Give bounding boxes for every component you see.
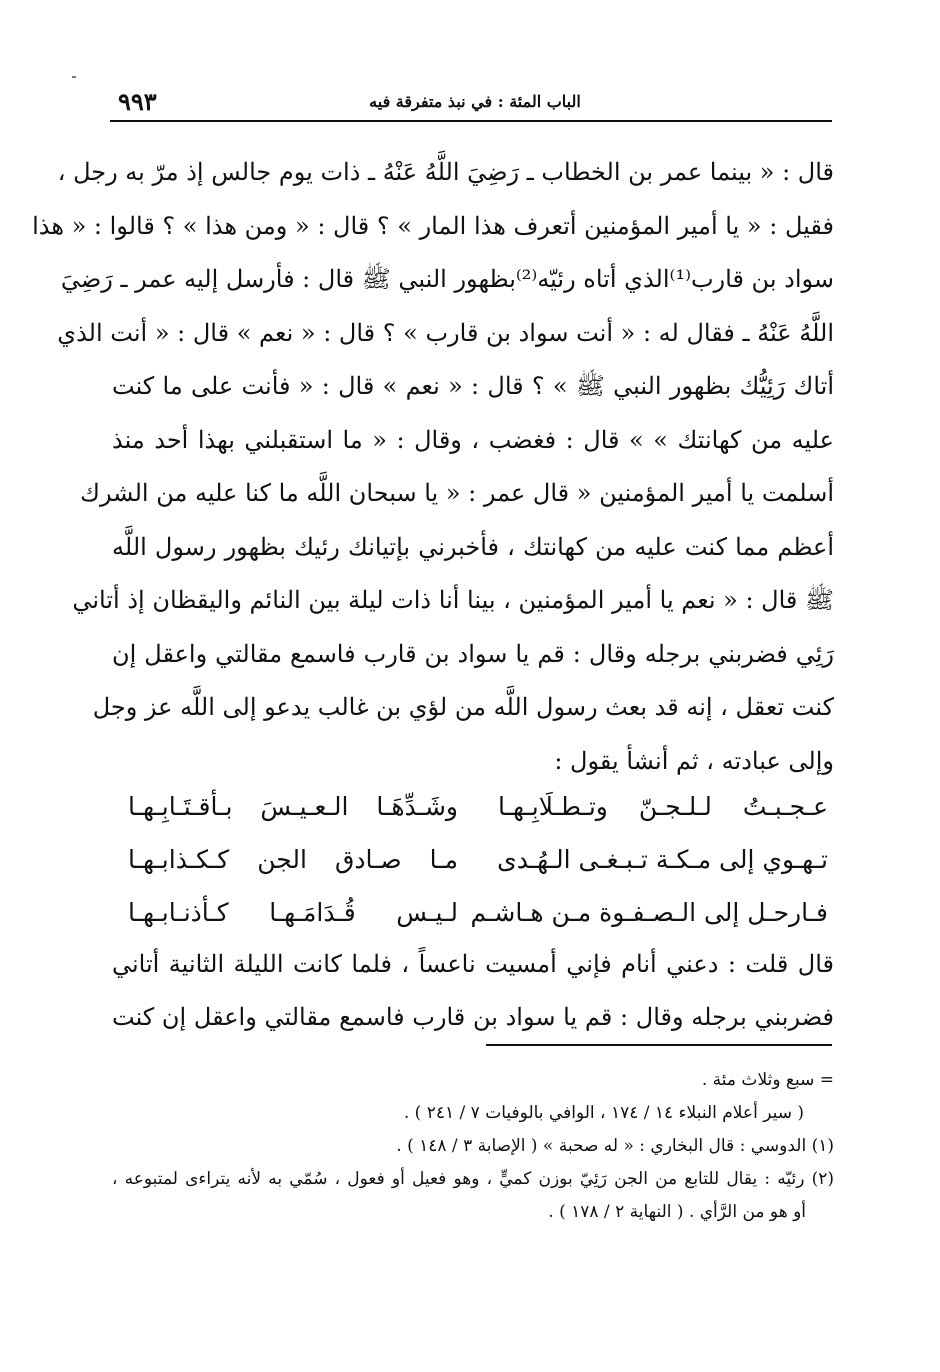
- footnote-1: (١) الدوسي : قال البخاري : « له صحبة » ( الإصابة ٣ / ١٤٨ ) .: [396, 1136, 834, 1156]
- text-line: أعظم مما كنت عليه من كهانتك ، فأخبرني بإتيانك رئيك بظهور رسول اللَّه: [112, 532, 834, 561]
- footnote-2: (٢) رئيّه : يقال للتابع من الجن رَئِيّ بوزن كميٍّ ، وهو فعيل أو فعول ، سُمّي به لأنه يتراءى لمتبوعه ،: [112, 1169, 834, 1189]
- verse-second-half: وشَـدِّهَـا الـعـيـسَ بـأقـتَـابِـهـا: [128, 792, 458, 821]
- poem: [128, 780, 828, 939]
- poem-verse: [128, 833, 828, 886]
- text-line: فقيل : « يا أمير المؤمنين أتعرف هذا المار » ؟ قال : « ومن هذا » ؟ قالوا : « هذا: [32, 211, 834, 240]
- verse-second-half: مـا صـادق الجن كـكـذابـهـا: [128, 845, 458, 874]
- text-line: قال قلت : دعني أنام فإني أمسيت ناعساً ، فلما كانت الليلة الثانية أتاني: [112, 950, 834, 978]
- text-line: ﷺ قال : « نعم يا أمير المؤمنين ، بينا أنا ذات ليلة بين النائم واليقظان إذ أتاني: [72, 586, 834, 614]
- footnote-sources: ( سير أعلام النبلاء ١٤ / ١٧٤ ، الوافي بالوفيات ٧ / ٢٤١ ) .: [403, 1103, 804, 1123]
- verse-first-half: تـهـوي إلى مـكـة تـبـغـى الـهُـدى: [497, 845, 828, 874]
- text-line: قال : « بينما عمر بن الخطاب ـ رَضِيَ اللَّهُ عَنْهُ ـ ذات يوم جالس إذ مرّ به رجل ،: [57, 158, 834, 186]
- text-line: كنت تعقل ، إنه قد بعث رسول اللَّه من لؤي بن غالب يدعو إلى اللَّه عز وجل: [92, 693, 834, 721]
- verse-first-half: عـجـبـتُ لـلـجـنّ وتـطـلَابِـهـا: [498, 792, 828, 821]
- text-line: وإلى عبادته ، ثم أنشأ يقول :: [554, 746, 834, 775]
- text-line: سواد بن قارب⁽¹⁾الذي أتاه رئيّه⁽²⁾بظهور النبي ﷺ قال : فأرسل إليه عمر ـ رَضِيَ: [60, 265, 834, 293]
- main-text: [32, 146, 834, 788]
- text-line: أسلمت يا أمير المؤمنين « قال عمر : « يا سبحان اللَّه ما كنا عليه من الشرك: [80, 479, 834, 507]
- header-rule: [110, 120, 832, 122]
- verse-first-half: فـارحـل إلى الـصـفـوة مـن هـاشـم: [470, 898, 828, 927]
- poem-verse: [128, 886, 828, 939]
- verse-second-half: لـيـس قُـدَامَـهـا كـأذنـابـهـا: [128, 898, 458, 927]
- poem-verse: [128, 780, 828, 833]
- text-line: عليه من كهانتك » » قال : فغضب ، وقال : « ما استقبلني بهذا أحد منذ: [112, 425, 834, 454]
- footnote-rule: [486, 1044, 832, 1046]
- text-line: فضربني برجله وقال : قم يا سواد بن قارب فاسمع مقالتي واعقل إن كنت: [112, 1003, 834, 1031]
- footnote-continuation: = سبع وثلاث مئة .: [701, 1070, 834, 1090]
- text-line: رَئِي فضربني برجله وقال : قم يا سواد بن قارب فاسمع مقالتي واعقل إن: [112, 639, 834, 668]
- margin-mark: [72, 76, 76, 78]
- main-text-continued: [112, 938, 834, 1044]
- footnote-2-continued: أو هو من الرَّأي . ( النهاية ٢ / ١٧٨ ) .: [548, 1202, 806, 1222]
- footnotes: [112, 1064, 834, 1229]
- page-number: ٩٩٣: [118, 87, 157, 116]
- text-line: أتاك رَئِيُّك بظهور النبي ﷺ » ؟ قال : « نعم » قال : « فأنت على ما كنت: [112, 372, 834, 400]
- page-header: [110, 88, 832, 116]
- text-line: اللَّهُ عَنْهُ ـ فقال له : « أنت سواد بن قارب » ؟ قال : « نعم » قال : « أنت الذي: [57, 318, 834, 347]
- running-title: الباب المئة : في نبذ متفرقة فيه: [369, 92, 581, 111]
